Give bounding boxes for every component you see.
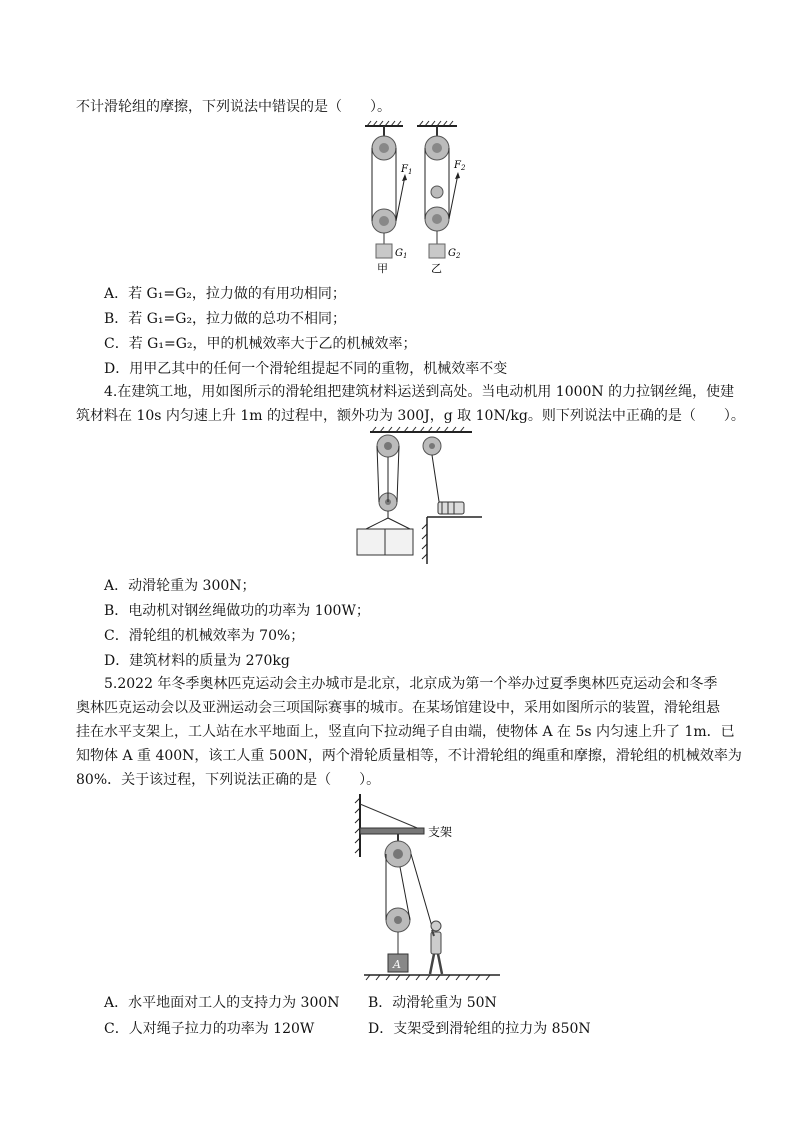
pulley-figure-2 xyxy=(352,424,487,564)
question-intro: 不计滑轮组的摩擦，下列说法中错误的是（ ）。 xyxy=(76,99,391,115)
q4-option-c: C．滑轮组的机械效率为 70%； xyxy=(104,628,305,644)
small-pulley-right xyxy=(431,186,443,198)
object-a-label: A xyxy=(393,958,401,971)
weight-g2 xyxy=(429,244,445,258)
q5-option-a: A．水平地面对工人的支持力为 300N xyxy=(104,995,340,1011)
q5-option-d: D．支架受到滑轮组的拉力为 850N xyxy=(368,1021,591,1037)
q5-stem-line3: 挂在水平支架上，工人站在水平地面上，竖直向下拉动绳子自由端，使物体 A 在 5s 内匀速上升了 1m．已 xyxy=(76,724,735,740)
weight-label-g1: $G_1$ xyxy=(395,248,408,260)
q5-stem-line1: 5.2022 年冬季奥林匹克运动会主办城市是北京，北京成为第一个举办过夏季奥林匹克运动会和冬季 xyxy=(104,676,718,692)
q3-option-b: B．若 G₁=G₂，拉力做的总功不相同； xyxy=(104,311,347,327)
q3-option-a: A．若 G₁=G₂，拉力做的有用功相同； xyxy=(104,286,346,302)
q5-stem-line5: 80%．关于该过程，下列说法正确的是（ ）。 xyxy=(76,772,381,788)
q3-option-d: D．用甲乙其中的任何一个滑轮组提起不同的重物，机械效率不变 xyxy=(104,361,508,377)
q4-option-b: B．电动机对钢丝绳做功的功率为 100W； xyxy=(104,603,370,619)
q4-option-d: D．建筑材料的质量为 270kg xyxy=(104,653,290,669)
q4-option-a: A．动滑轮重为 300N； xyxy=(104,578,256,594)
q5-stem-line2: 奥林匹克运动会以及亚洲运动会三项国际赛事的城市。在某场馆建设中，采用如图所示的装置，滑轮组悬 xyxy=(76,700,720,716)
q4-stem-line1: 4.在建筑工地，用如图所示的滑轮组把建筑材料运送到高处。当电动机用 1000N 的力拉钢丝绳，使建 xyxy=(104,384,735,400)
support-bracket xyxy=(360,828,424,834)
caption-jia: 甲 xyxy=(377,262,388,275)
worker-figure xyxy=(430,921,442,974)
pulley-figure-3 xyxy=(350,792,510,982)
pulley-figure-1 xyxy=(355,116,475,276)
ceiling-left xyxy=(365,121,403,126)
q4-stem-line2: 筑材料在 10s 内匀速上升 1m 的过程中，额外功为 300J，g 取 10N/kg。则下列说法中正确的是（ ）。 xyxy=(76,408,745,424)
weight-label-g2: $G_2$ xyxy=(448,248,461,260)
q3-option-c: C．若 G₁=G₂，甲的机械效率大于乙的机械效率； xyxy=(104,336,417,352)
force-label-f1: $F_1$ xyxy=(401,164,413,176)
weight-g1 xyxy=(376,244,392,258)
q5-stem-line4: 知物体 A 重 400N，该工人重 500N，两个滑轮质量相等，不计滑轮组的绳重和摩擦，滑轮组的机械效率为 xyxy=(76,748,742,764)
support-label: 支架 xyxy=(428,825,453,839)
q5-option-b: B．动滑轮重为 50N xyxy=(368,995,497,1011)
q5-option-c: C．人对绳子拉力的功率为 120W xyxy=(104,1021,315,1037)
caption-yi: 乙 xyxy=(431,262,442,275)
ceiling-right xyxy=(417,121,457,126)
force-label-f2: $F_2$ xyxy=(454,160,466,172)
